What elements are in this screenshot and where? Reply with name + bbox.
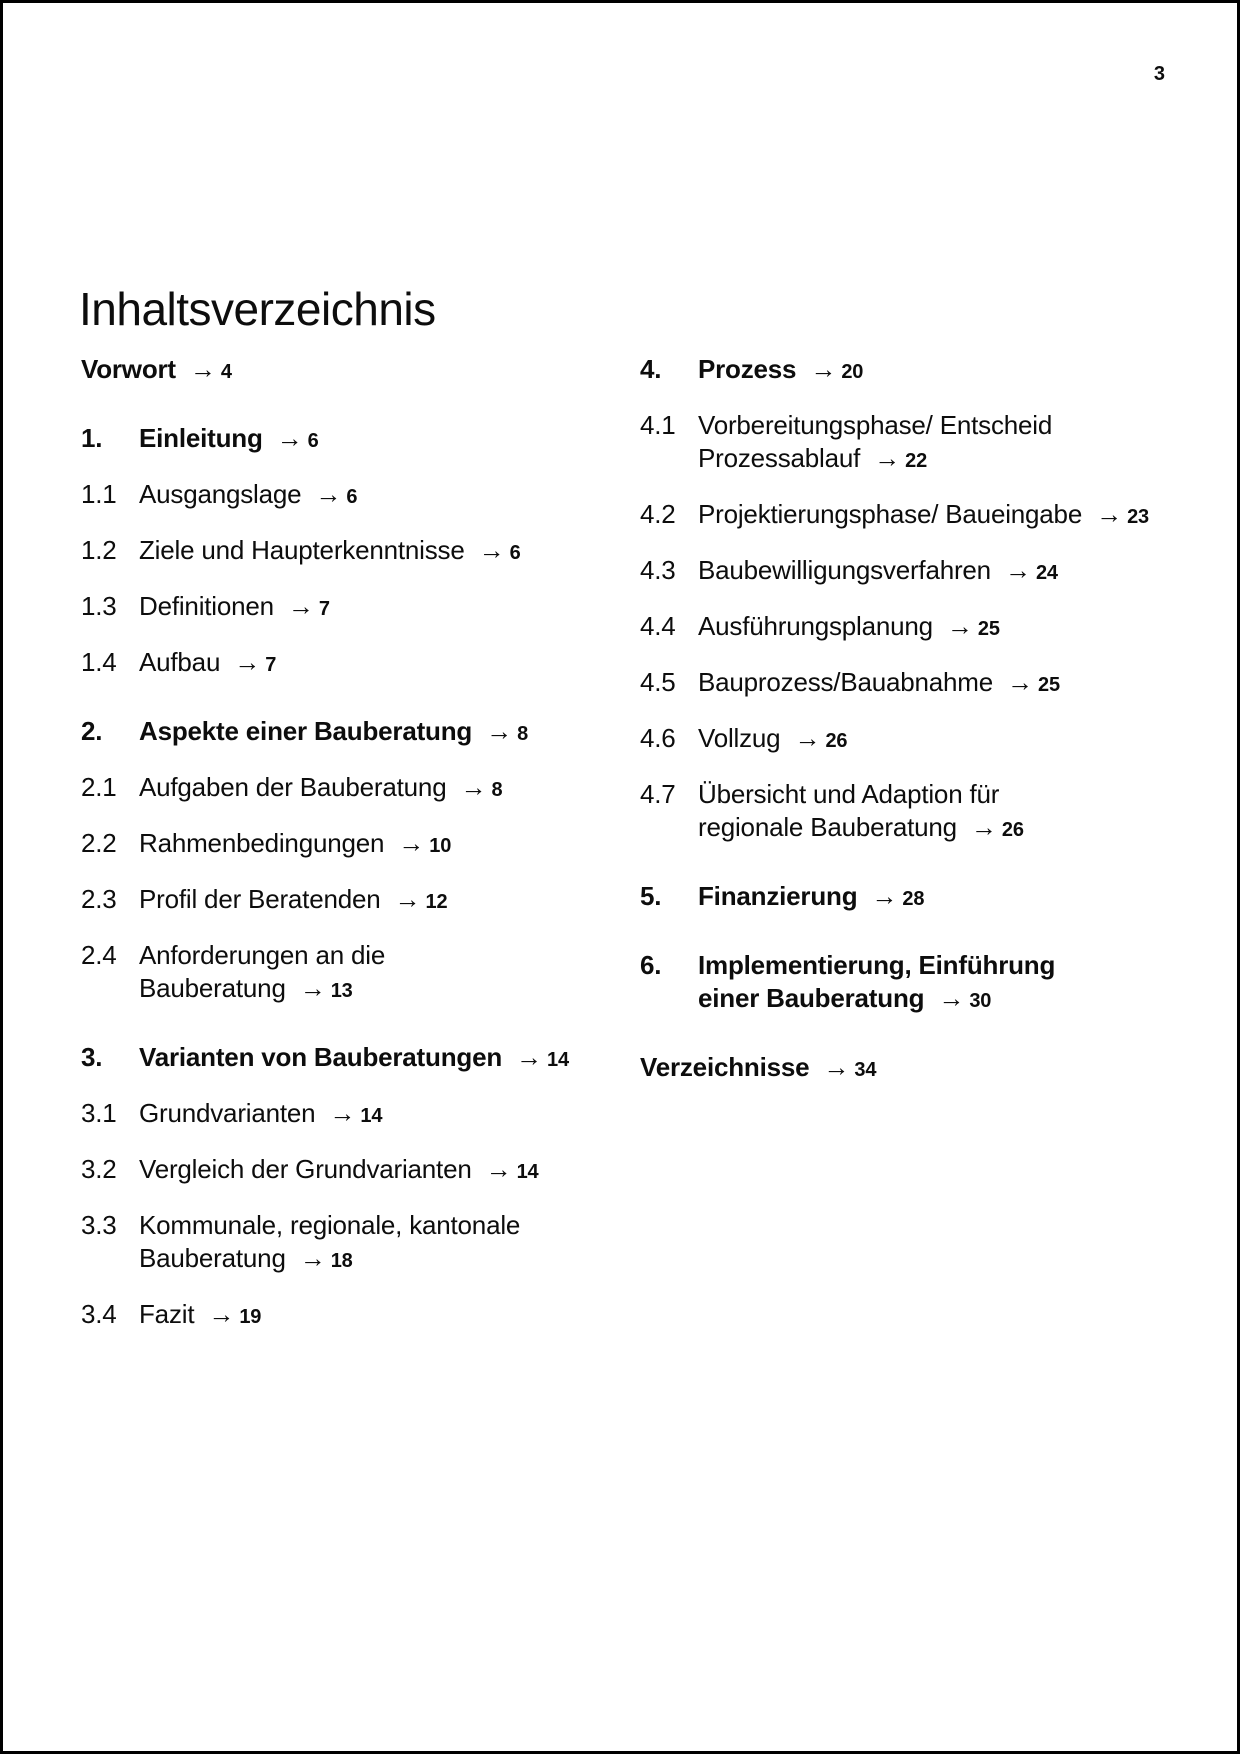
toc-entry-number: 2.4 bbox=[81, 940, 117, 970]
toc-entry-page-ref bbox=[479, 535, 521, 565]
toc-entry bbox=[640, 722, 1165, 758]
toc-entry-number: 4.5 bbox=[640, 667, 676, 697]
toc-entry-number: 2.1 bbox=[81, 772, 117, 802]
toc-entry-page-ref bbox=[1096, 499, 1149, 529]
toc-entry-page-ref bbox=[1005, 555, 1058, 585]
toc-entry-number: 6. bbox=[640, 950, 662, 980]
toc-entry-label: Bauprozess/Bauabnahme → 25 bbox=[698, 667, 1060, 697]
toc-entry-page-ref bbox=[938, 983, 991, 1013]
arrow-icon: → bbox=[276, 423, 303, 453]
toc-entry-page-ref bbox=[329, 1098, 382, 1128]
toc-entry-label: Aufbau → 7 bbox=[139, 647, 277, 677]
page-ref-number: 20 bbox=[841, 361, 864, 383]
toc-entry-label: Finanzierung → 28 bbox=[698, 881, 925, 911]
arrow-icon: → bbox=[478, 535, 505, 565]
toc-entry-label: Varianten von Bauberatungen → 14 bbox=[139, 1042, 569, 1072]
toc-entry-number: 1.3 bbox=[81, 591, 117, 621]
toc-entry-page-ref bbox=[288, 591, 330, 621]
toc-entry bbox=[81, 478, 581, 514]
page-ref-number: 26 bbox=[1001, 819, 1024, 841]
arrow-icon: → bbox=[329, 1098, 356, 1128]
arrow-icon: → bbox=[938, 983, 965, 1013]
toc-entry-page-ref bbox=[395, 884, 448, 914]
toc-entry-label: Grundvarianten → 14 bbox=[139, 1098, 383, 1128]
toc-entry-number: 1.2 bbox=[81, 535, 117, 565]
page-number: 3 bbox=[1153, 63, 1165, 85]
arrow-icon: → bbox=[871, 881, 898, 911]
toc-entry-number: 5. bbox=[640, 881, 662, 911]
toc-entry-page-ref bbox=[398, 828, 451, 858]
arrow-icon: → bbox=[874, 443, 901, 473]
toc-entry bbox=[81, 646, 581, 682]
toc-entry-page-ref bbox=[874, 443, 927, 473]
toc-entry bbox=[81, 939, 581, 1008]
arrow-icon: → bbox=[1096, 499, 1123, 529]
toc-entry-label: Anforderungen an die Bauberatung → 13 bbox=[139, 940, 386, 1003]
toc-entry-label: Aufgaben der Bauberatung → 8 bbox=[139, 772, 503, 802]
table-of-contents bbox=[81, 353, 1165, 1354]
toc-entry bbox=[81, 590, 581, 626]
toc-entry-page-ref bbox=[300, 973, 353, 1003]
toc-entry-number: 3.1 bbox=[81, 1098, 117, 1128]
arrow-icon: → bbox=[315, 479, 342, 509]
toc-entry-number: 4.1 bbox=[640, 410, 676, 440]
toc-entry-number: 4. bbox=[640, 354, 662, 384]
toc-entry-label: Baubewilligungsverfahren → 24 bbox=[698, 555, 1058, 585]
toc-entry-number: 4.6 bbox=[640, 723, 676, 753]
page-ref-number: 18 bbox=[330, 1250, 353, 1272]
page-ref-number: 4 bbox=[220, 361, 232, 383]
page-ref-number: 6 bbox=[346, 486, 358, 508]
toc-entry bbox=[640, 610, 1165, 646]
toc-entry-label: Ziele und Haupterkenntnisse → 6 bbox=[139, 535, 521, 565]
toc-entry bbox=[640, 409, 1165, 478]
toc-entry-label: Rahmenbedingungen → 10 bbox=[139, 828, 452, 858]
toc-entry-label: Vorwort → 4 bbox=[81, 354, 232, 384]
toc-entry bbox=[81, 1209, 581, 1278]
toc-entry-page-ref bbox=[871, 881, 924, 911]
toc-entry-number: 4.7 bbox=[640, 779, 676, 809]
arrow-icon: → bbox=[810, 354, 837, 384]
arrow-icon: → bbox=[486, 716, 513, 746]
toc-entry-label: Implementierung, Einführung einer Bauberatung → 30 bbox=[698, 950, 1056, 1013]
toc-entry-number: 3.2 bbox=[81, 1154, 117, 1184]
arrow-icon: → bbox=[398, 828, 425, 858]
toc-entry-page-ref bbox=[486, 716, 528, 746]
toc-entry-page-ref bbox=[1007, 667, 1060, 697]
toc-entry-label: Fazit → 19 bbox=[139, 1299, 262, 1329]
page-ref-number: 22 bbox=[905, 450, 928, 472]
arrow-icon: → bbox=[189, 354, 216, 384]
arrow-icon: → bbox=[970, 812, 997, 842]
toc-entry-page-ref bbox=[300, 1243, 353, 1273]
toc-entry bbox=[81, 1153, 581, 1189]
toc-entry-number: 3.3 bbox=[81, 1210, 117, 1240]
toc-entry-number: 3. bbox=[81, 1042, 103, 1072]
page-ref-number: 14 bbox=[360, 1105, 383, 1127]
toc-entry bbox=[640, 1051, 1165, 1087]
toc-entry-number: 1.4 bbox=[81, 647, 117, 677]
page-ref-number: 23 bbox=[1127, 506, 1149, 528]
arrow-icon: → bbox=[1007, 667, 1034, 697]
arrow-icon: → bbox=[946, 611, 973, 641]
toc-entry-label: Profil der Beratenden → 12 bbox=[139, 884, 448, 914]
page-ref-number: 13 bbox=[330, 980, 353, 1002]
toc-entry-page-ref bbox=[947, 611, 1000, 641]
toc-entry-label: Vorbereitungsphase/ Entscheid Prozessablauf → 22 bbox=[698, 410, 1053, 473]
page-ref-number: 8 bbox=[517, 723, 529, 745]
page-ref-number: 25 bbox=[977, 618, 1000, 640]
toc-entry bbox=[81, 883, 581, 919]
arrow-icon: → bbox=[234, 647, 261, 677]
toc-entry bbox=[640, 353, 1165, 389]
toc-entry bbox=[81, 1097, 581, 1133]
page-ref-number: 14 bbox=[516, 1161, 539, 1183]
page-ref-number: 25 bbox=[1038, 674, 1060, 696]
toc-entry bbox=[81, 353, 581, 389]
toc-entry-page-ref bbox=[794, 723, 847, 753]
toc-entry bbox=[640, 498, 1165, 534]
toc-entry bbox=[81, 1298, 581, 1334]
toc-entry-label: Übersicht und Adaption für regionale Bauberatung → 26 bbox=[698, 779, 1024, 842]
page-ref-number: 24 bbox=[1035, 562, 1058, 584]
page-ref-number: 8 bbox=[491, 779, 503, 801]
toc-entry bbox=[81, 534, 581, 570]
arrow-icon: → bbox=[287, 591, 314, 621]
arrow-icon: → bbox=[1004, 555, 1031, 585]
page-ref-number: 19 bbox=[239, 1306, 262, 1328]
toc-entry bbox=[640, 778, 1165, 847]
arrow-icon: → bbox=[394, 884, 421, 914]
page-ref-number: 26 bbox=[825, 730, 848, 752]
toc-entry-label: Ausgangslage → 6 bbox=[139, 479, 358, 509]
toc-entry-label: Aspekte einer Bauberatung → 8 bbox=[139, 716, 529, 746]
toc-entry-number: 4.2 bbox=[640, 499, 676, 529]
page-ref-number: 7 bbox=[318, 598, 330, 620]
toc-entry bbox=[81, 715, 581, 751]
toc-entry-page-ref bbox=[234, 647, 276, 677]
arrow-icon: → bbox=[299, 973, 326, 1003]
toc-entry bbox=[640, 554, 1165, 590]
toc-entry-label: Vollzug → 26 bbox=[698, 723, 848, 753]
toc-entry-page-ref bbox=[971, 812, 1024, 842]
arrow-icon: → bbox=[460, 772, 487, 802]
arrow-icon: → bbox=[823, 1052, 850, 1082]
arrow-icon: → bbox=[299, 1243, 326, 1273]
toc-entry-number: 2.3 bbox=[81, 884, 117, 914]
toc-entry-page-ref bbox=[810, 354, 863, 384]
page-ref-number: 6 bbox=[307, 430, 319, 452]
toc-entry-page-ref bbox=[190, 354, 232, 384]
toc-entry-page-ref bbox=[460, 772, 502, 802]
toc-entry-label: Prozess → 20 bbox=[698, 354, 864, 384]
toc-entry-number: 2. bbox=[81, 716, 103, 746]
toc-entry-label: Einleitung → 6 bbox=[139, 423, 319, 453]
toc-entry bbox=[640, 880, 1165, 916]
page-ref-number: 28 bbox=[902, 888, 925, 910]
toc-entry-page-ref bbox=[315, 479, 357, 509]
toc-entry-label: Kommunale, regionale, kantonale Bauberatung → 18 bbox=[139, 1210, 521, 1273]
toc-entry-number: 4.3 bbox=[640, 555, 676, 585]
toc-entry bbox=[81, 771, 581, 807]
toc-entry-number: 1.1 bbox=[81, 479, 117, 509]
page-ref-number: 7 bbox=[265, 654, 277, 676]
page-ref-number: 10 bbox=[429, 835, 452, 857]
page-ref-number: 34 bbox=[854, 1059, 877, 1081]
toc-entry-number: 3.4 bbox=[81, 1299, 117, 1329]
toc-entry-label: Ausführungsplanung → 25 bbox=[698, 611, 1000, 641]
page-ref-number: 14 bbox=[547, 1049, 569, 1071]
toc-entry bbox=[81, 1041, 581, 1077]
toc-entry-page-ref bbox=[516, 1042, 569, 1072]
toc-entry-number: 2.2 bbox=[81, 828, 117, 858]
arrow-icon: → bbox=[208, 1299, 235, 1329]
arrow-icon: → bbox=[516, 1042, 543, 1072]
toc-entry-label: Definitionen → 7 bbox=[139, 591, 330, 621]
toc-entry bbox=[640, 949, 1165, 1018]
arrow-icon: → bbox=[485, 1154, 512, 1184]
toc-entry bbox=[640, 666, 1165, 702]
toc-entry bbox=[81, 422, 581, 458]
toc-entry bbox=[81, 827, 581, 863]
toc-entry-page-ref bbox=[277, 423, 319, 453]
page-title: Inhaltsverzeichnis bbox=[79, 282, 436, 335]
page-ref-number: 6 bbox=[509, 542, 521, 564]
toc-entry-label: Vergleich der Grundvarianten → 14 bbox=[139, 1154, 539, 1184]
toc-entry-label: Projektierungsphase/ Baueingabe → 23 bbox=[698, 499, 1149, 529]
page-ref-number: 30 bbox=[969, 990, 992, 1012]
toc-entry-number: 1. bbox=[81, 423, 103, 453]
toc-entry-page-ref bbox=[486, 1154, 539, 1184]
page-ref-number: 12 bbox=[425, 891, 448, 913]
arrow-icon: → bbox=[794, 723, 821, 753]
toc-entry-number: 4.4 bbox=[640, 611, 676, 641]
toc-entry-page-ref bbox=[208, 1299, 261, 1329]
toc-entry-page-ref bbox=[823, 1052, 876, 1082]
toc-column-left bbox=[81, 353, 581, 1354]
toc-entry-label: Verzeichnisse → 34 bbox=[640, 1052, 877, 1082]
toc-column-right bbox=[640, 353, 1165, 1354]
